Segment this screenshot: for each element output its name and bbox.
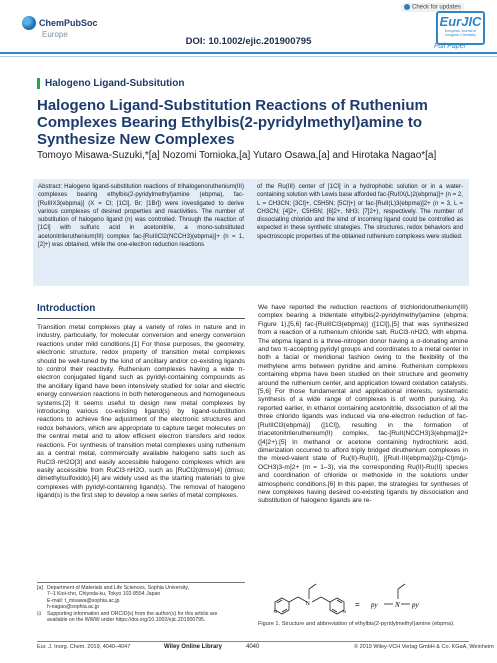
footer-rule (37, 641, 469, 642)
journal-logo (436, 11, 485, 45)
doi[interactable]: DOI: 10.1002/ejic.201900795 (185, 36, 312, 47)
wiley-online-library-link[interactable]: Wiley Online Library (164, 644, 222, 650)
article-title: Halogeno Ligand-Substitution Reactions of Ruthenium Complexes Bearing Ethylbis(2-pyridylmethyl)amine to Synthesize New Complexes (37, 97, 428, 148)
figure-caption: Figure 1. Structure and abbreviation of ethylbis(2-pyridylmethyl)amine (ebpma). (258, 621, 455, 627)
ring-n-right: N (342, 609, 346, 614)
supporting-info-line-2[interactable]: available on the WWW under https://doi.org/10.1002/ejic.201900795. (47, 617, 206, 624)
header-rule (0, 52, 497, 54)
supporting-info-line-1: Supporting information and ORCID(s) from the author(s) for this article are (47, 610, 218, 617)
pyridine-ring-left (275, 598, 289, 614)
page-number: 4040 (246, 644, 260, 650)
publisher-name: ChemPubSoc (39, 17, 98, 28)
affiliation-footnotes (37, 585, 247, 623)
chempubsoc-globe-icon (22, 16, 36, 30)
py-label-left: py (371, 601, 378, 609)
intro-paragraph-2: We have reported the reduction reactions of trichloridoruthenium(III) complex bearing a tridentate ethylbis(2-pyridylmethyl)amine (ebpma; Figure 1),[5,6] fac-[RuIIICl3(ebpma)] ([1Cl]),[5] that was synthesized from a reaction of a ruthenium chloride salt, RuCl3·nH2O, with ebpma. The ebpma ligand is a three-nitrogen donor having a σ-donating amine and two π-accepting pyridyl groups and coordinates to a metal center in both a facial or meridional fashion owing to the flexibility of the methylene arms between pyridine and amine. Ruthenium complexes containing ebpma have been studied on their structure and geometry around the ruthenium center, and application toward oxidation catalysts.[5,6] For those fundamental and applicational interests, systematic synthesis of a wide range of complexes is of worth pursuing. As reported earlier, in ethanol containing acetonitrile, dissociation of all the three chlorido ligands was induced via one-electron reduction of fac-[RuIIICl3(ebpma)] ([1Cl]), resulting in the formation of triacetonitrileruthenium(II) complex, fac-[RuII(NCCH3)3(ebpma)]2+ ([4]2+).[5] In methanol or acetone containing hydrochloric acid, dimerization occurred to afford triply bridged diruthenium complexes in the mixed-valent state of Ru(II)-Ru(III), [{RuII·III(ebpma)}2(μ-Cl)m(μ-OCH3)3-m]2+ (m = 1–3), via the corresponding Ru(II)-Ru(II) species and coordination of chloride or methoxide in the solutions under atmospheric conditions.[6] In this paper, the strategies for syntheses of new complexes having desired co-existing ligands by dissociation and substitution of halogeno ligands are re- (258, 304, 468, 505)
publisher-sub: Europe (42, 30, 68, 39)
copyright-notice: © 2019 Wiley-VCH Verlag GmbH & Co. KGaA, Weinheim (354, 644, 494, 650)
footnote-rule (37, 582, 245, 583)
journal-citation: Eur. J. Inorg. Chem. 2019, 4040–4047 (37, 644, 131, 650)
intro-paragraph-1: Transition metal complexes play a variety of roles in nature and in industry, particularly, for molecular conversion and energy conversion reactions under mild conditions.[1] For those purposes, the geometry, electronic structure, redox property of transition metal complexes should be well-tuned by the kind of ancillary and/or co-existing ligands to control their reactivity. Ruthenium complexes having a wide π-electron conjugated ligand such as pyridyl-containing compounds as the ancillary ligand have been intensively studied for solar and electric energy conversion reactions in both heterogeneous and homogeneous systems.[2] It seems useful to design new metal complexes by introducing various co-existing ligand(s) by ligand-substitution reactions to achieve fine adjustment of the electronic structures and redox behaviors, which are appropriate to capture target molecules on the central metal and to allow efficient electron transfers and redox reactions. For synthesis of transition metal complexes using ruthenium as a central metal, commercially available halogeno salts such as RuCl3·nH2O[3] and easily accessible halogeno complexes which are easily accessible from RuCl3·nH2O, such as [RuCl2(dmso)4] (dmso; dimethylsulfoxido),[4] are widely used as the starting materials to give complexes with pyridyl-containing ligand(s). The removal of halogeno ligand(s) is the first step to develop a new series of metal complexes. (37, 324, 245, 500)
abstract-column-2: of the Ru(III) center of [1Cl] in a hydrophobic solution or in a water-containing solution with Lewis base afforded fac-[RuIIX(L)2(ebpma)]+ (n = 2, L = CH3CN; [3Cl]+, C5H5N; [5Cl]+) or fac-[RuII(L)3(ebpma)]2+ (n = 3, L = CH3CN; [4]2+, C5H5N; [6]2+, NH3; [7]2+), respectively. The number of dissociating chlorido and the kind of incoming ligand could be controlled as expected in these synthetic strategies. The structures, redox behaviors and spectroscopic properties of the obtained ruthenium complexes were studied. (257, 183, 463, 240)
header-rule-thin (0, 56, 497, 57)
equals-sign: = (355, 600, 360, 609)
introduction-rule (37, 318, 245, 319)
n-label: N (395, 601, 400, 609)
ring-n-left: N (273, 609, 277, 614)
check-updates-label: Check for updates (412, 4, 461, 11)
footnote-tag-a: [a] (37, 585, 43, 591)
supporting-info-icon: ⊡ (37, 610, 42, 617)
affiliation-email-2[interactable]: h-nagao@sophia.ac.jp (47, 604, 99, 611)
abstract-column-1: Abstract: Halogeno ligand-substitution reactions of trihalogenoruthenium(III) complexes bearing ethylbis(2-pyridylmethyl)amine (ebpma), fac-[RuIIIX3(ebpma)] (X = Cl; [1Cl], Br; [1Br]) were investigated to derive various complexes of desired properties and reactivities. The number of substitution of halogeno ligand (n) was controlled. Through the reaction of [1Cl] with sulfuric acid in acetonitrile, a mono-substituted acetonitrileruthenium(III) complex fac-[RuIIICl2(NCCH3)(ebpma)]+ (n = 1, [2]+) was obtained, while the one-electron reduction reactions (38, 183, 244, 249)
amine-n: N (306, 601, 310, 607)
affiliation-line-1: Department of Materials and Life Sciences, Sophia University, (47, 585, 190, 591)
author-list: Tomoyo Misawa-Suzuki,*[a] Nozomi Tomioka,[a] Yutaro Osawa,[a] and Hirotaka Nagao*[a] (37, 150, 437, 161)
ebpma-structure-figure (263, 580, 468, 618)
journal-logo-sub: European Journal of Inorganic Chemistry (444, 29, 477, 37)
article-type: Full Paper (434, 43, 466, 50)
introduction-heading: Introduction (37, 303, 96, 314)
refresh-icon (404, 4, 410, 10)
affiliation-email-1[interactable]: E-mail: t_misawa@sophia.ac.jp (47, 597, 120, 604)
affiliation-line-2: 7–1 Kioi-cho, Chiyoda-ku, Tokyo 102-8554 Japan (47, 591, 161, 598)
py-label-right: py (412, 601, 419, 609)
section-marker (37, 78, 40, 89)
section-heading: Halogeno Ligand-Subsitution (45, 78, 185, 89)
journal-logo-text: EurJIC (439, 14, 482, 29)
